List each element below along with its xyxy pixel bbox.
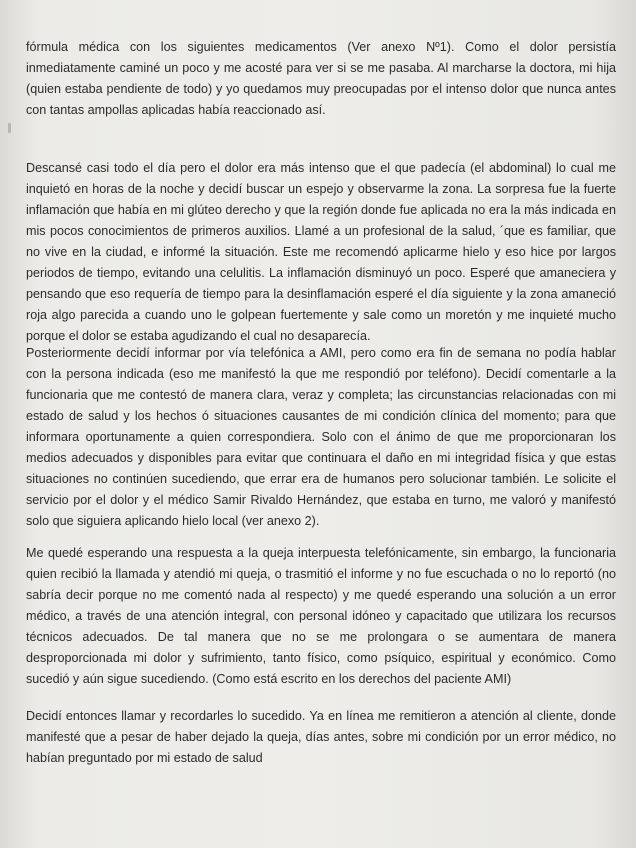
paragraph-2: Descansé casi todo el día pero el dolor era más intenso que el que padecía (el abdominal) lo cual me inquietó en horas de la noche y decidí buscar un espejo y observarme la zona. La sorpresa fue la fuerte inflamación que había en mi glúteo derecho y que la región donde fue aplicada no era la más indicada en mis pocos conocimientos de primeros auxilios. Llamé a un profesional de la salud, ´que es familiar, que no vive en la ciudad, e informé la situación. Este me recomendó aplicarme hielo y eso hice por largos periodos de tiempo, evitando una celulitis. La inflamación disminuyó un poco. Esperé que amaneciera y pensando que eso requería de tiempo para la desinflamación esperé el día siguiente y la zona amaneció roja algo parecida a cuando uno le golpean fuertemente y sale como un moretón y me inquieté mucho porque el dolor se estaba agudizando el cual no desaparecía. <box>26 161 616 343</box>
paragraph-3: Posteriormente decidí informar por vía telefónica a AMI, pero como era fin de semana no podía hablar con la persona indicada (eso me manifestó la que me respondió por teléfono). Decidí comentarle a la funcionaria que me contestó de manera clara, veraz y completa; las circunstancias relacionadas con mi estado de salud y los hechos ó situaciones causantes de mi condición clínica del momento; para que informara oportunamente a quien correspondiera. Solo con el ánimo de que me proporcionaran los medios adecuados y disponibles para evitar que continuara el daño en mi integridad física y que estas situaciones no continúen sucediendo, que errar era de humanos pero solucionar también. Le solicite el servicio por el dolor y el médico Samir Rivaldo Hernández, que estaba en turno, me valoró y manifestó solo que siguiera aplicando hielo local (ver anexo 2). <box>26 346 616 528</box>
paragraph-5: Decidí entonces llamar y recordarles lo sucedido. Ya en línea me remitieron a atención al cliente, donde manifesté que a pesar de haber dejado la queja, días antes, sobre mi condición por un error médico, no habían preguntado por mi estado de salud <box>26 709 616 765</box>
paragraph-1: fórmula médica con los siguientes medicamentos (Ver anexo Nº1). Como el dolor persistía inmediatamente caminé un poco y me acosté para ver si se me pasaba. Al marcharse la doctora, mi hija (quien estaba pendiente de todo) y yo quedamos muy preocupadas por el intenso dolor que nunca antes con tantas ampollas aplicadas había reaccionado así. <box>26 40 616 117</box>
page-edge-mark <box>8 123 11 133</box>
paragraph-4: Me quedé esperando una respuesta a la queja interpuesta telefónicamente, sin embargo, la funcionaria quien recibió la llamada y atendió mi queja, o trasmitió el informe y no fue escuchada o no lo reportó (no sabría decir porque no me comentó nada al respecto) y me quedé esperando una solución a un error médico, a través de una atención integral, con personal idóneo y capacitado que utilizara los recursos técnicos adecuados. De tal manera que no se me prolongara o se aumentara de manera desproporcionada mi dolor y sufrimiento, tanto físico, como psíquico, espiritual y económico. Como sucedió y aún sigue sucediendo. (Como está escrito en los derechos del paciente AMI) <box>26 546 616 686</box>
